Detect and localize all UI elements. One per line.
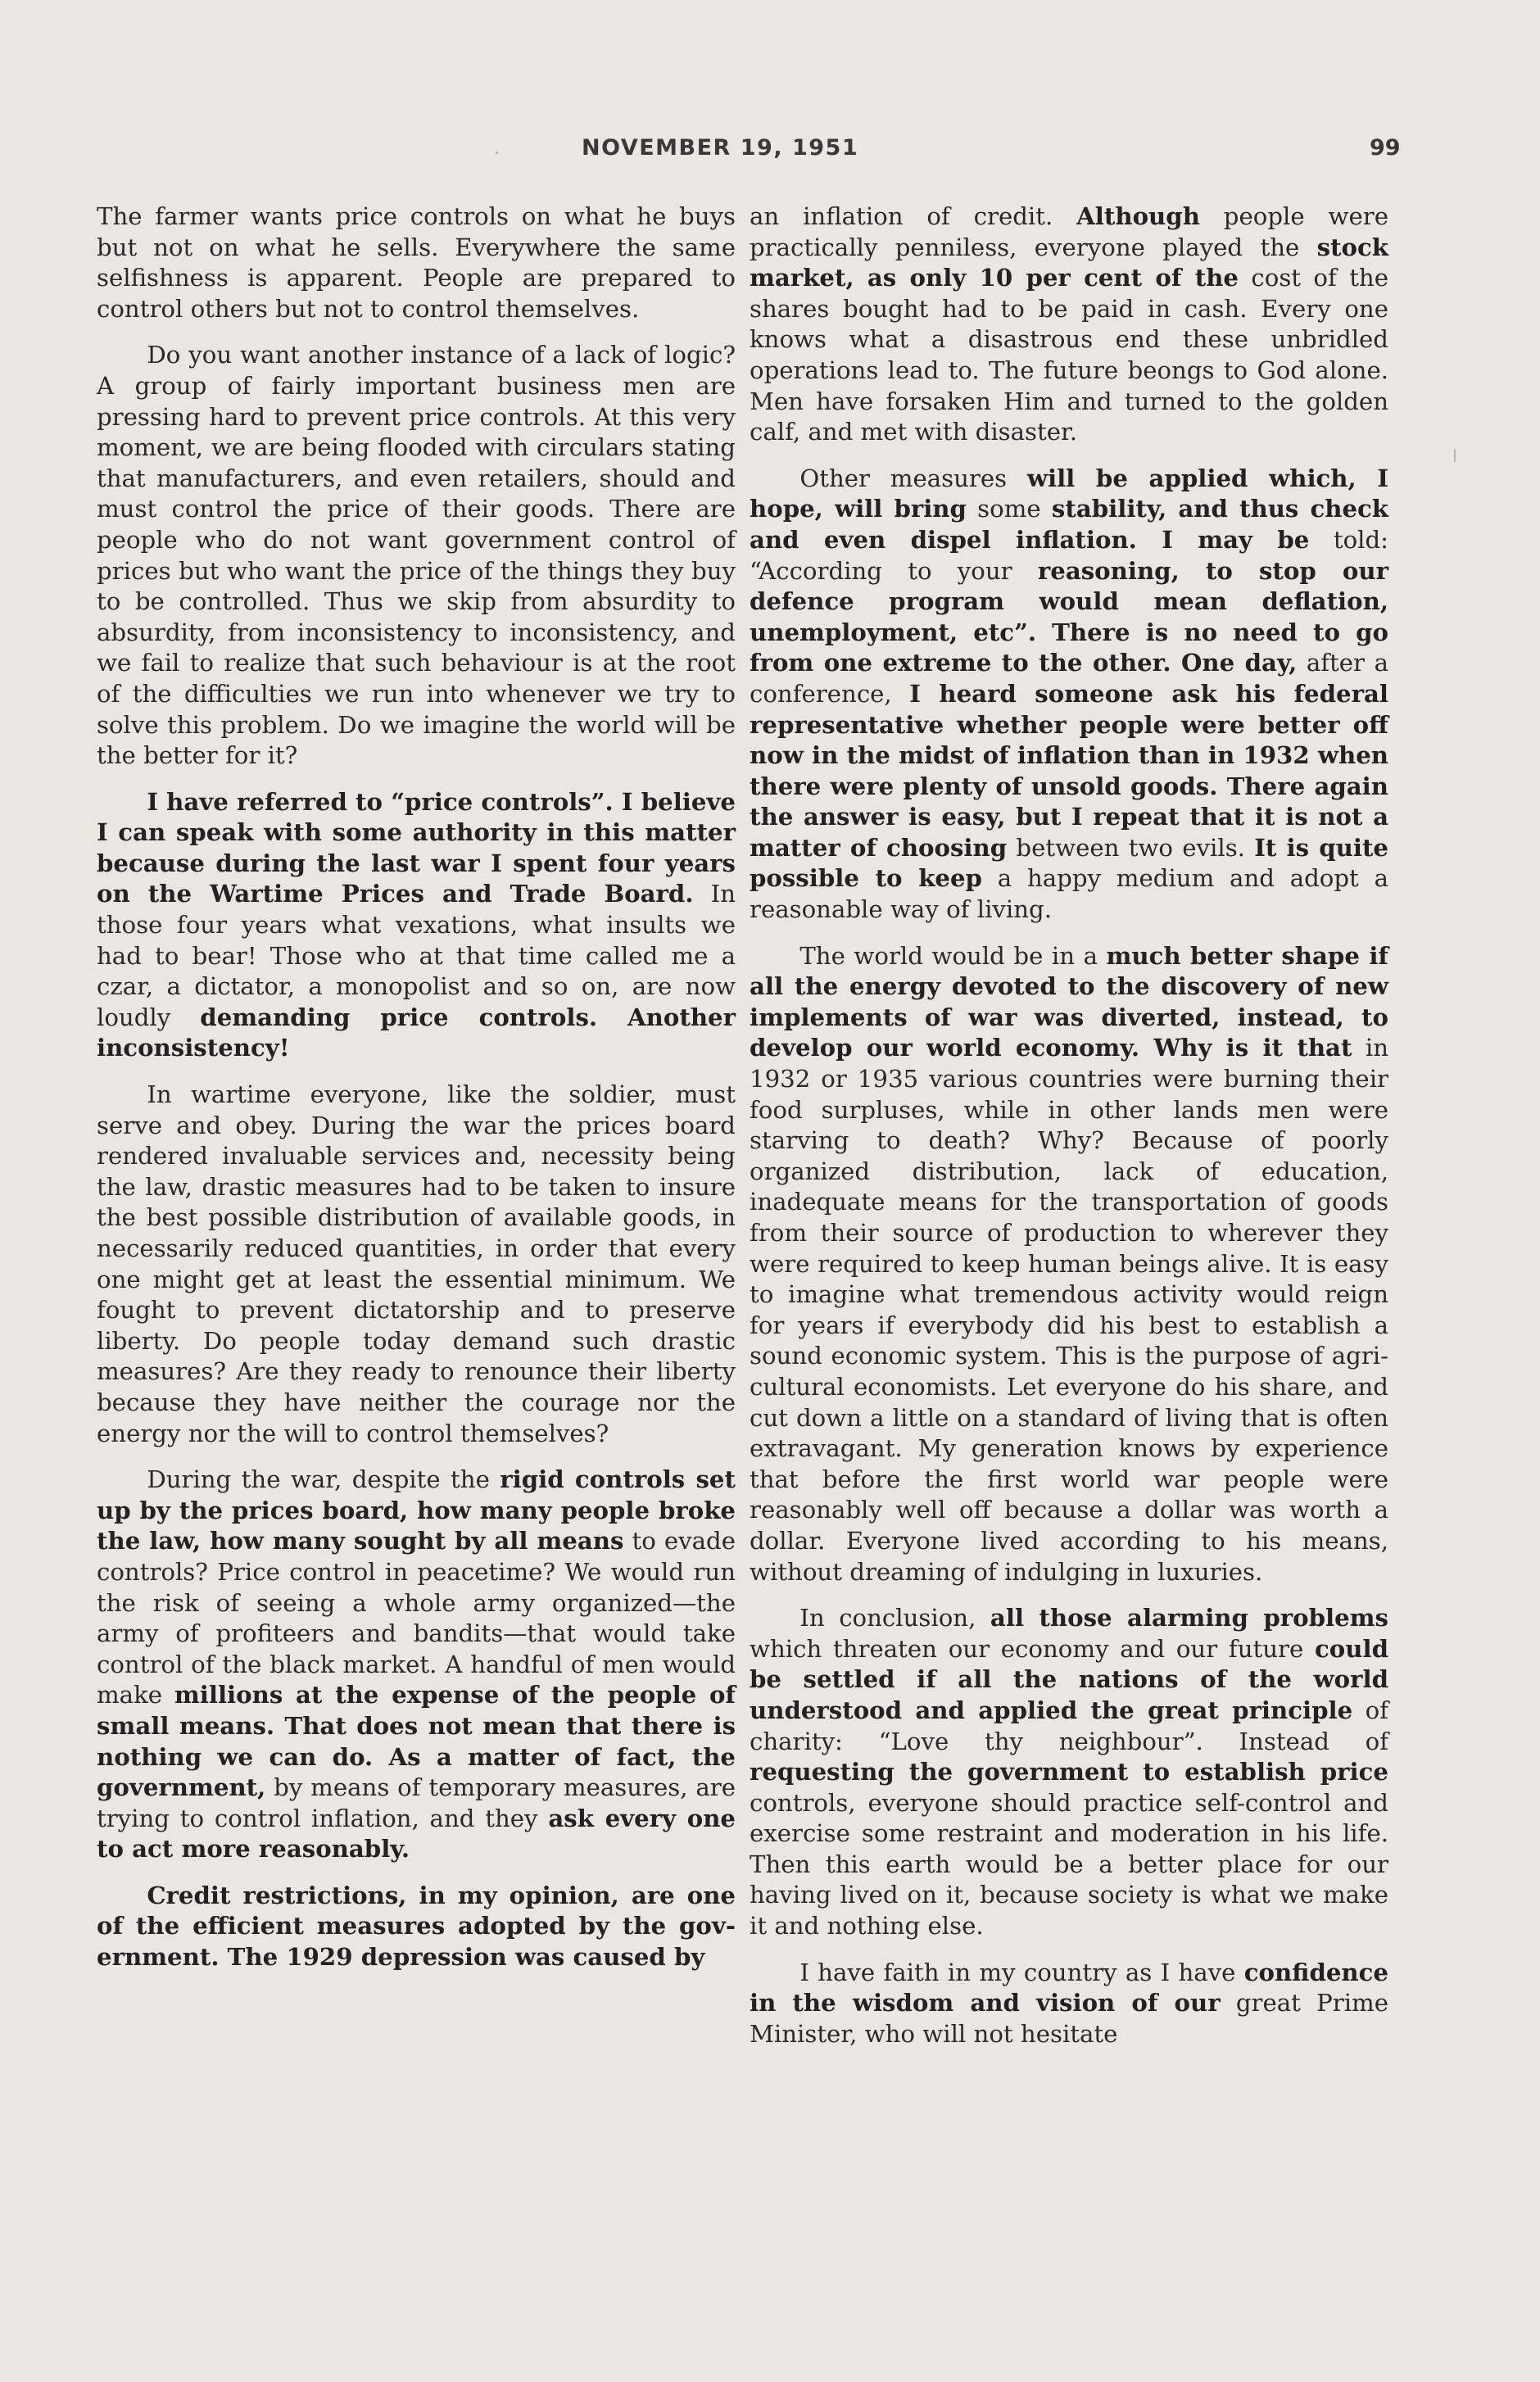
paragraph: In wartime everyone, like the soldier, must serve and obey. During the war the prices board rendered invaluable services and, necessity being the law, drastic measures had to be taken to insure the best possible distribution of available goods, in necessarily reduced quantities, in order that every one might get at least the essential minimum. We fought to prevent dictatorship and to preserve liberty. Do people today demand such drastic measures? Are they ready to renounce their liberty because they have neither the courage nor the energy nor the will to control themselves? [97, 1080, 736, 1447]
right-column [750, 202, 1388, 2049]
scan-speck [1454, 449, 1456, 462]
left-column [97, 202, 736, 1973]
paragraph: During the war, despite the rigid controls set up by the prices board, how many people broke the law, how many sought by all means to evade controls? Price control in peacetime? We would run the risk of seeing a whole army organized—the army of profiteers and bandits—that would take control of the black market. A handful of men would make millions at the expense of the people of small means. That does not mean that there is nothing we can do. As a matter of fact, the government, by means of temporary measures, are trying to control inflation, and they ask every one to act more reasonably. [97, 1465, 736, 1863]
paragraph: I have faith in my country as I have confidence in the wisdom and vision of our great Prime Minister, who will not hesitate [750, 1958, 1388, 2048]
running-title: NOVEMBER 19, 1951 [582, 135, 859, 161]
paragraph: In conclusion, all those alarming problems which threaten our economy and our future could be settled if all the nations of the world understood and applied the great principle of charity: “Love thy neighbour”. Instead of requesting the government to establish price controls, everyone should practice self-control and exercise some restraint and moderation in his life. Then this earth would be a better place for our having lived on it, because society is what we make it and nothing else. [750, 1604, 1388, 1940]
page-header [0, 135, 1540, 168]
paragraph: an inflation of credit. Although people were practically penniless, everyone played the stock market, as only 10 per cent of the cost of the shares bought had to be paid in cash. Every one knows what a disastrous end these unbridled operations lead to. The future beongs to God alone. Men have forsaken Him and turned to the golden calf, and met with disaster. [750, 202, 1389, 446]
paragraph: I have referred to “price controls”. I believe I can speak with some authority in this matter because during the last war I spent four years on the Wartime Prices and Trade Board. In those four years what vexations, what insults we had to bear! Those who at that time called me a czar, a dictator, a monopolist and so on, are now loudly demanding price controls. Another inconsistency! [97, 787, 736, 1062]
paragraph: The world would be in a much better shape if all the energy devoted to the discovery of new implements of war was diverted, instead, to develop our world economy. Why is it that in 1932 or 1935 various countries were burning their food surpluses, while in other lands men were starving to death? Why? Because of poorly organized distribution, lack of education, inadequate means for the transportation of goods from their source of production to wherever they were required to keep human beings alive. It is easy to imagine what tremendous activity would reign for years if everybody did his best to establish a sound economic system. This is the purpose of agricultural economists. Let everyone do his share, and cut down a little on a standard of living that is often extravagant. My generation knows by experience that before the first world war people were reasonably well off because a dollar was worth a dollar. Everyone lived according to his means, without dreaming of indulging in luxuries. [750, 941, 1388, 1586]
page-number: 99 [1370, 135, 1401, 161]
paragraph: Do you want another instance of a lack of logic? A group of fairly important business men are pressing hard to prevent price controls. At this very moment, we are being flooded with circulars stating that manufacturers, and even retailers, should and must control the price of their goods. There are people who do not want government control of prices but who want the price of the things they buy to be controlled. Thus we skip from absurdity to absurdity, from inconsistency to inconsistency, and we fail to realize that such behaviour is at the root of the difficulties we run into whenever we try to solve this problem. Do we imagine the world will be the better for it? [97, 341, 736, 770]
paragraph: Credit restrictions, in my opinion, are one of the efficient measures adopted by the government. The 1929 depression was caused by [97, 1881, 736, 1972]
scan-speck [496, 152, 498, 154]
paragraph: The farmer wants price controls on what he buys but not on what he sells. Everywhere the same selfishness is apparent. People are prepared to control others but not to control themselves. [97, 202, 736, 323]
paragraph: Other measures will be applied which, I hope, will bring some stability, and thus check and even dispel inflation. I may be told: “According to your reasoning, to stop our defence program would mean deflation, unemployment, etc”. There is no need to go from one extreme to the other. One day, after a conference, I heard someone ask his federal representative whether people were better off now in the midst of inflation than in 1932 when there were plenty of unsold goods. There again the answer is easy, but I repeat that it is not a matter of choosing between two evils. It is quite possible to keep a happy medium and adopt a reasonable way of living. [750, 464, 1389, 924]
